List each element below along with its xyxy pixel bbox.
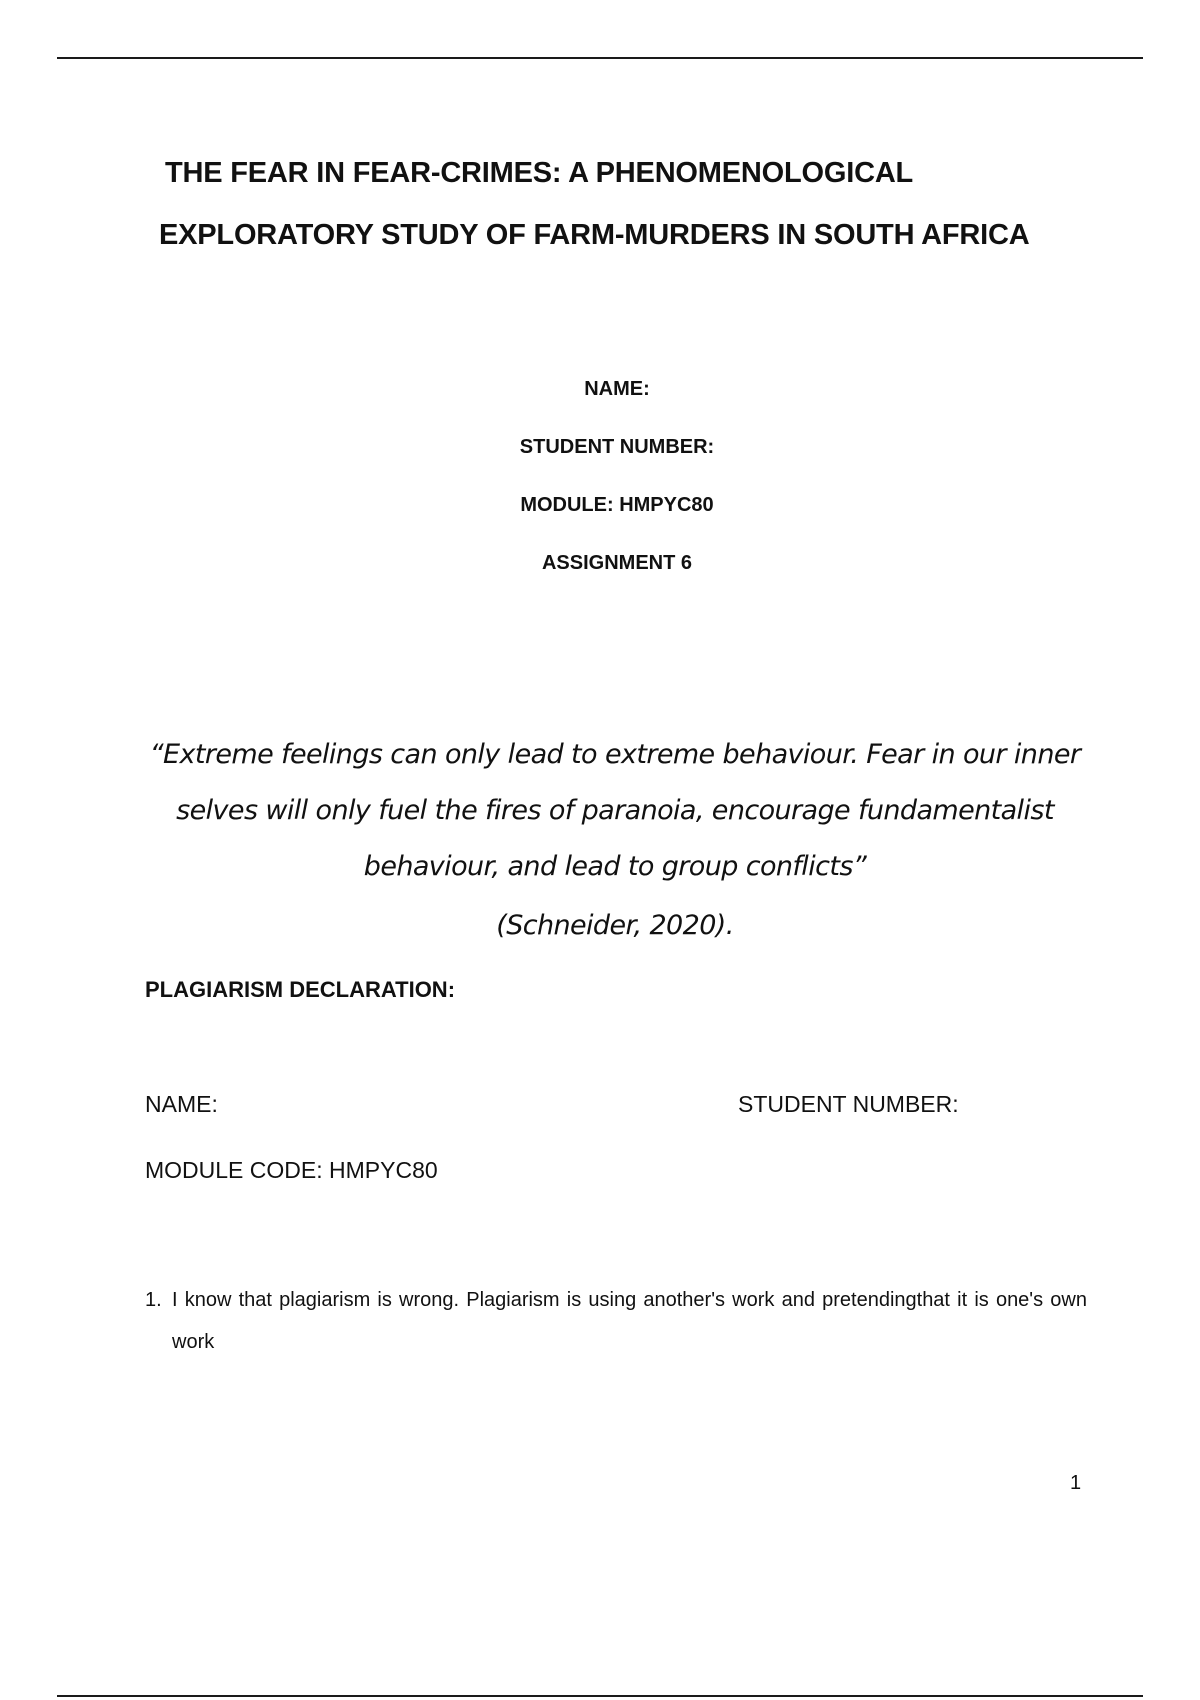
cover-name-label: NAME:	[584, 378, 650, 400]
declaration-name-label: NAME:	[145, 1091, 218, 1117]
list-item-text: I know that plagiarism is wrong. Plagiarism is using another's work and pretendingthat it is one's own work	[172, 1289, 1087, 1353]
top-divider	[57, 57, 1143, 59]
declaration-module-code-label: MODULE CODE: HMPYC80	[145, 1157, 438, 1183]
epigraph-quote: “Extreme feelings can only lead to extreme behaviour. Fear in our inner selves will only fuel the fires of paranoia, encourage fundamentalist behaviour, and lead to group conflicts”	[149, 739, 1081, 882]
title-line-2: EXPLORATORY STUDY OF FARM-MURDERS IN SOUTH AFRICA	[159, 219, 1030, 251]
declaration-list	[145, 1279, 1087, 1363]
declaration-student-number-label: STUDENT NUMBER:	[738, 1091, 959, 1117]
epigraph-citation: (Schneider, 2020).	[496, 910, 734, 941]
document-title	[150, 142, 1110, 266]
page-number: 1	[1070, 1472, 1082, 1494]
plagiarism-declaration-heading: PLAGIARISM DECLARATION:	[145, 977, 456, 1002]
list-item-number: 1.	[145, 1289, 162, 1311]
bottom-divider	[57, 1695, 1143, 1697]
cover-student-number-label: STUDENT NUMBER:	[519, 436, 715, 458]
title-line-1: THE FEAR IN FEAR-CRIMES: A PHENOMENOLOGICAL	[165, 157, 914, 189]
list-item	[145, 1279, 1087, 1363]
cover-module-label: MODULE: HMPYC80	[520, 494, 714, 516]
cover-assignment-label: ASSIGNMENT 6	[541, 552, 693, 574]
